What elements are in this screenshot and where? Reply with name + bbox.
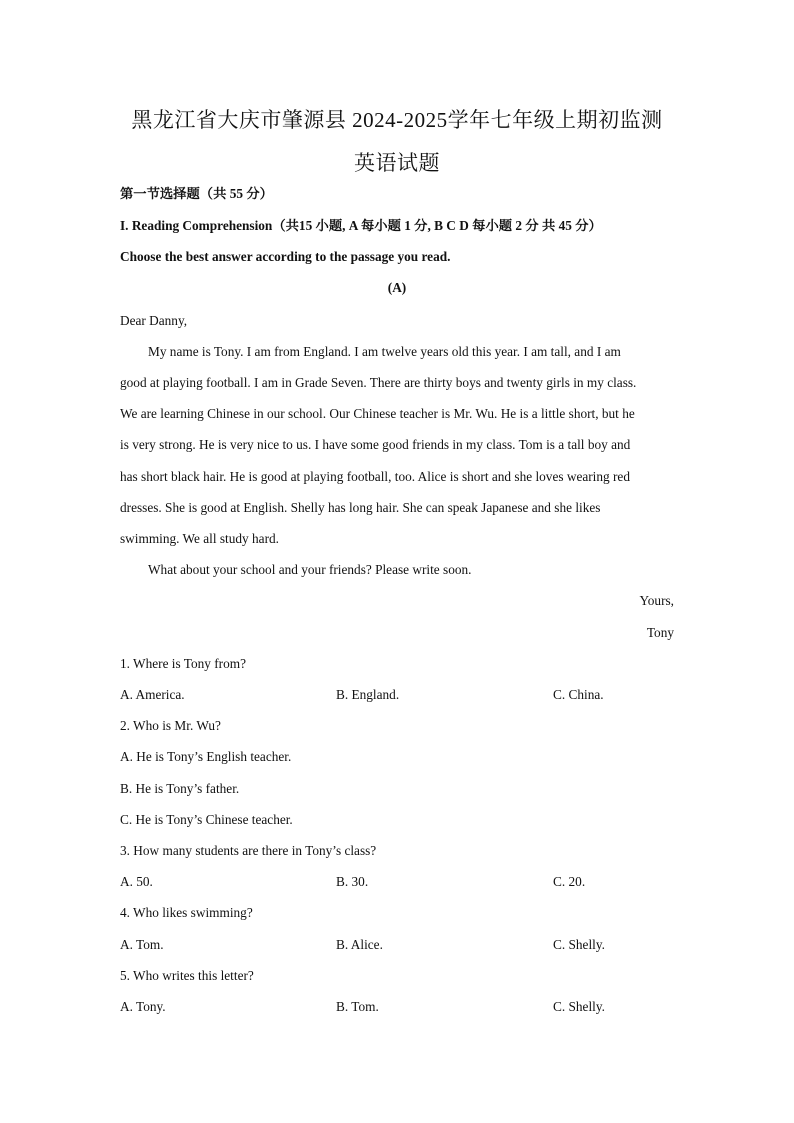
answer-option: B. England.: [336, 687, 400, 702]
passage-line: dresses. She is good at English. Shelly has long hair. She can speak Japanese and she likes: [120, 500, 601, 515]
section-heading: 第一节选择题（共 55 分）: [120, 186, 273, 201]
answer-option: C. China.: [553, 687, 604, 702]
question-stem: 4. Who likes swimming?: [120, 905, 253, 920]
answer-option: B. Tom.: [336, 999, 379, 1014]
passage-line: has short black hair. He is good at playing football, too. Alice is short and she loves wearing red: [120, 469, 630, 484]
answer-option: A. America.: [120, 687, 185, 702]
answer-option: C. 20.: [553, 874, 586, 889]
exam-subtitle: 英语试题: [354, 151, 440, 175]
answer-option: A. 50.: [120, 874, 153, 889]
part-heading: I. Reading Comprehension（共15 小题, A 每小题 1 分, B C D 每小题 2 分 共 45 分）: [120, 218, 602, 233]
question-stem: 5. Who writes this letter?: [120, 968, 254, 983]
answer-option: A. He is Tony’s English teacher.: [120, 749, 292, 764]
answer-option: A. Tom.: [120, 937, 164, 952]
answer-option: C. Shelly.: [553, 937, 605, 952]
passage-line: swimming. We all study hard.: [120, 531, 279, 546]
answer-option: C. He is Tony’s Chinese teacher.: [120, 812, 293, 827]
answer-option: A. Tony.: [120, 999, 166, 1014]
instruction-text: Choose the best answer according to the passage you read.: [120, 249, 451, 264]
exam-title: 黑龙江省大庆市肇源县 2024-2025学年七年级上期初监测: [131, 108, 663, 132]
letter-signoff: Yours,: [639, 593, 674, 608]
answer-option: B. 30.: [336, 874, 369, 889]
passage-line: is very strong. He is very nice to us. I have some good friends in my class. Tom is a tall boy and: [120, 437, 631, 452]
letter-signature: Tony: [646, 625, 674, 640]
passage-line: We are learning Chinese in our school. Our Chinese teacher is Mr. Wu. He is a little short, but he: [120, 406, 635, 421]
answer-option: C. Shelly.: [553, 999, 605, 1014]
passage-closing-line: What about your school and your friends? Please write soon.: [148, 562, 472, 577]
answer-option: B. He is Tony’s father.: [120, 781, 240, 796]
question-stem: 2. Who is Mr. Wu?: [120, 718, 221, 733]
passage-label: (A): [387, 280, 407, 295]
question-stem: 3. How many students are there in Tony’s class?: [120, 843, 377, 858]
letter-greeting: Dear Danny,: [120, 313, 188, 328]
passage-line: My name is Tony. I am from England. I am twelve years old this year. I am tall, and I am: [148, 344, 621, 359]
question-stem: 1. Where is Tony from?: [120, 656, 246, 671]
answer-option: B. Alice.: [336, 937, 383, 952]
passage-line: good at playing football. I am in Grade Seven. There are thirty boys and twenty girls in my class.: [120, 375, 637, 390]
